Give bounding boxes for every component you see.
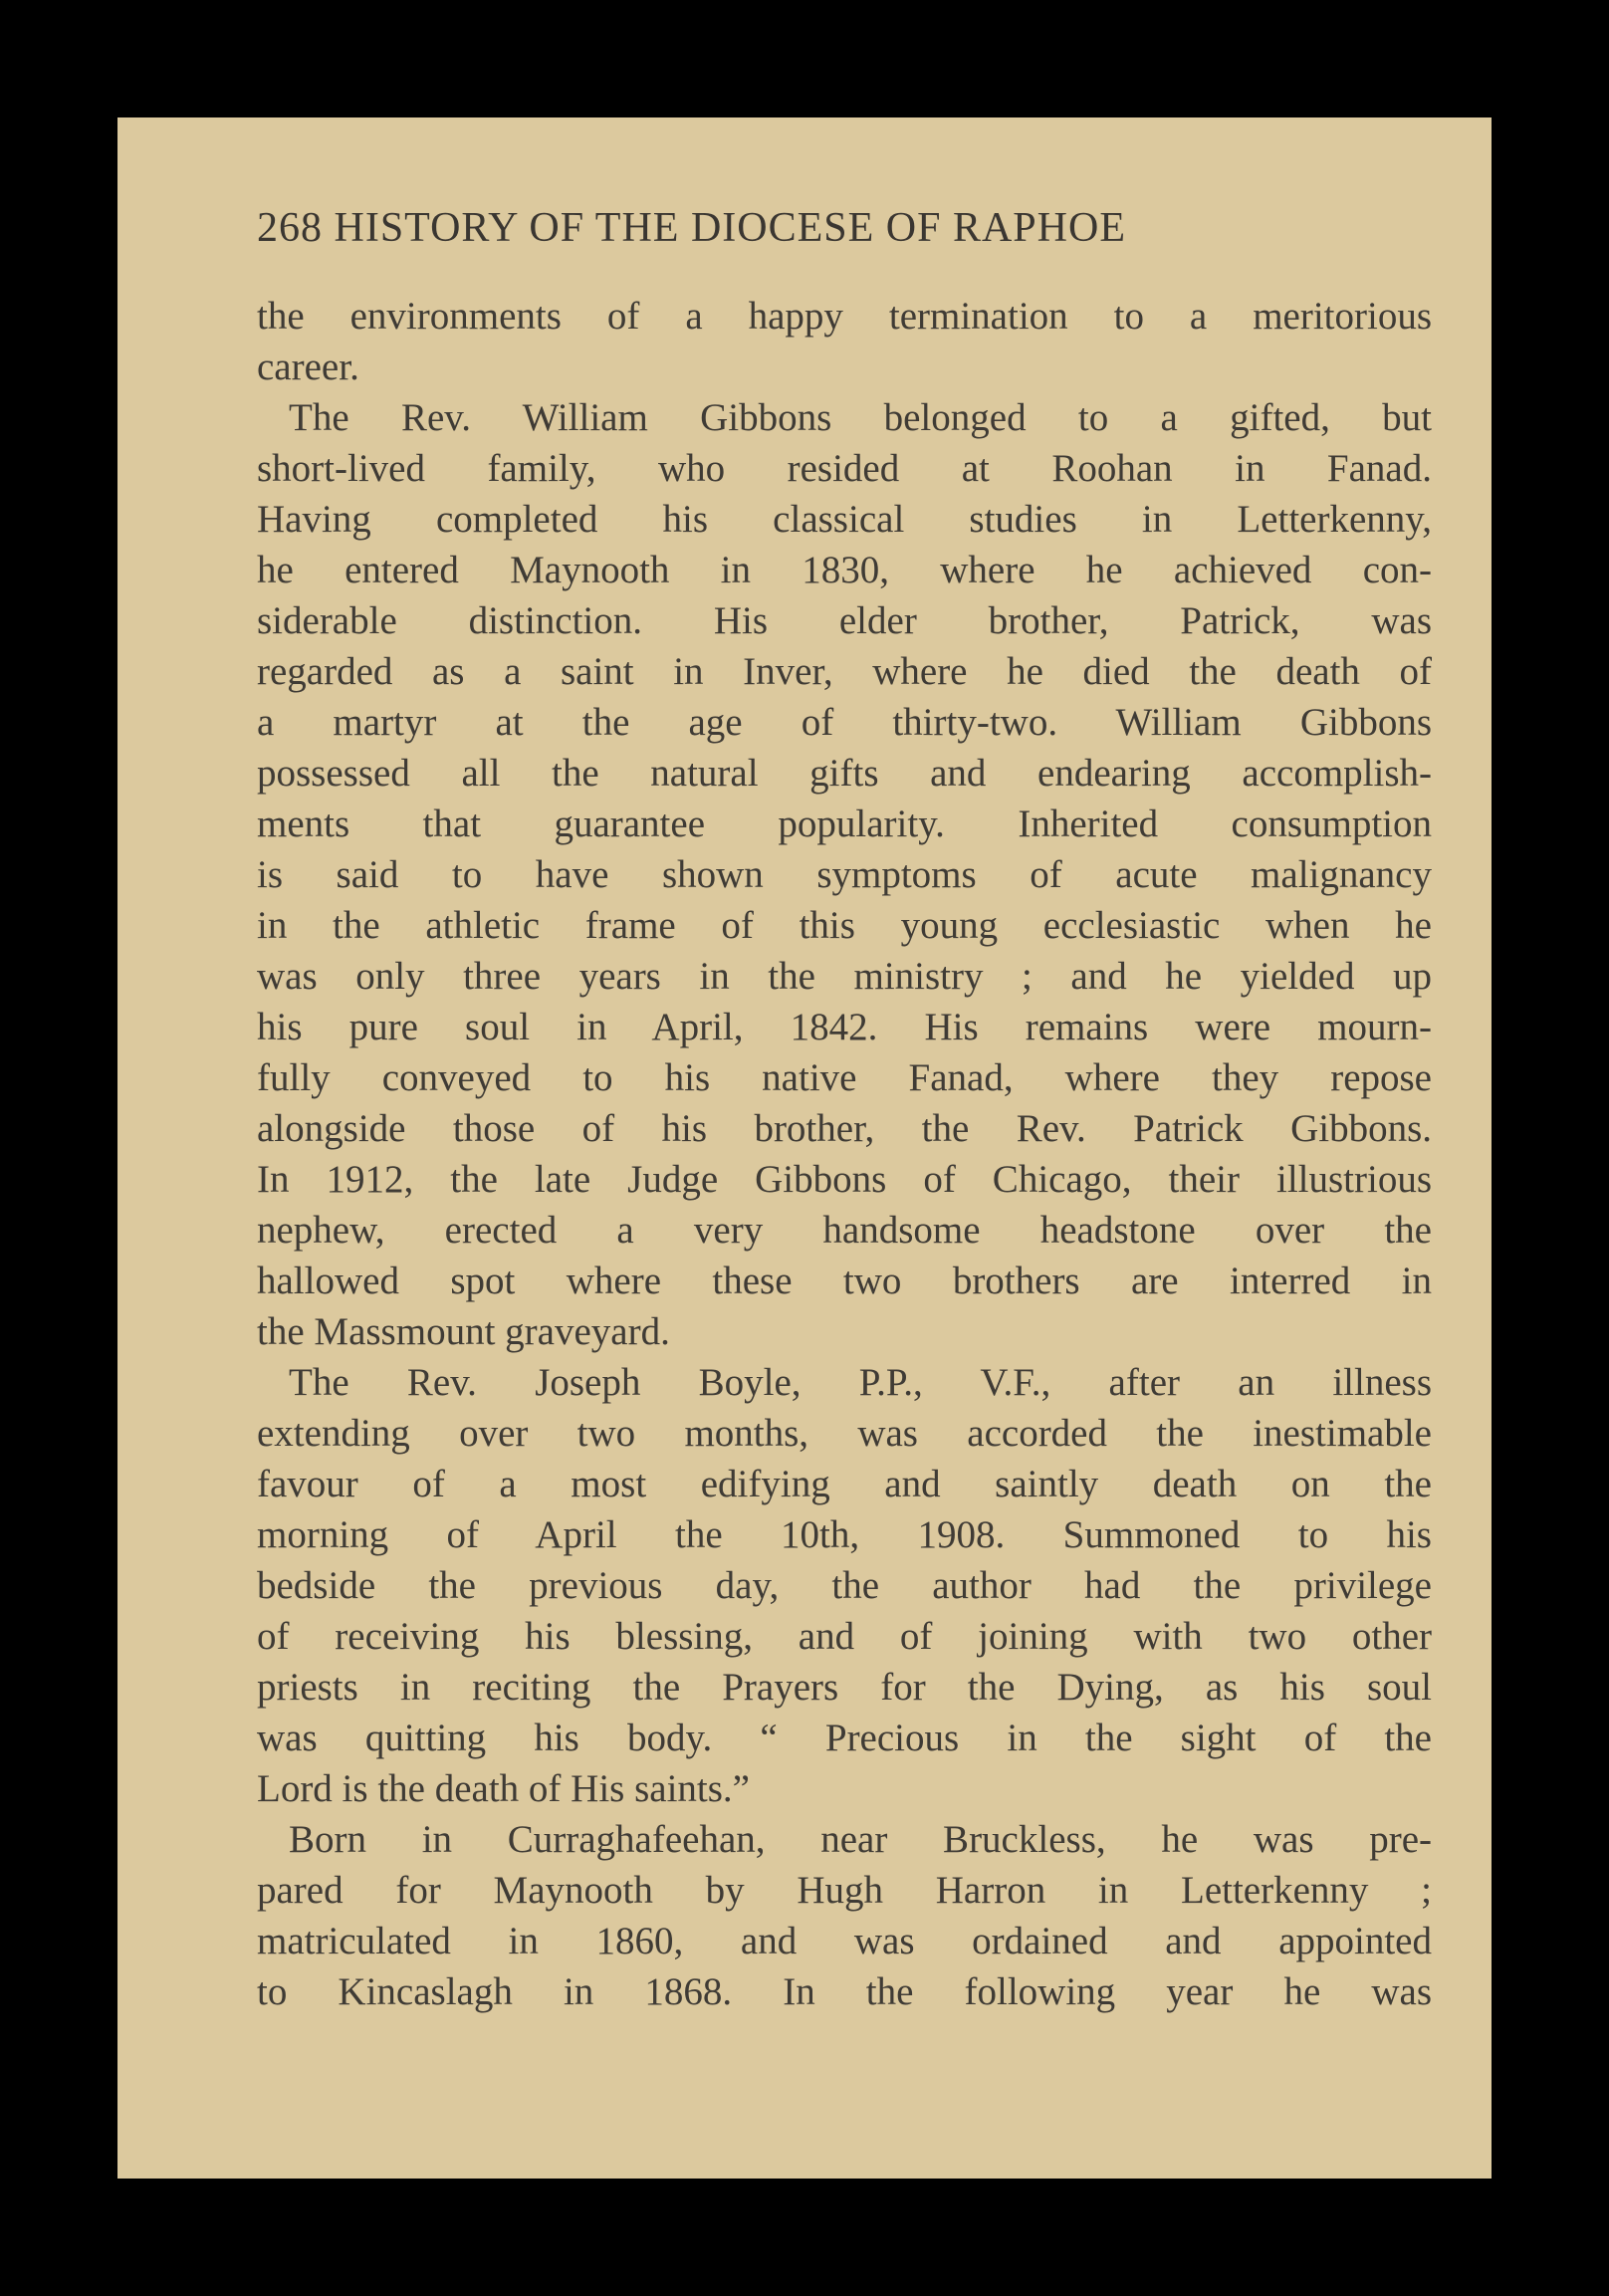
text-line: to Kincaslagh in 1868. In the following year he was: [257, 1970, 1432, 2013]
text-line: bedside the previous day, the author had the privilege: [257, 1564, 1432, 1607]
text-line: pared for Maynooth by Hugh Harron in Letterkenny ;: [257, 1869, 1432, 1912]
text-line: the environments of a happy termination to a meritorious: [257, 295, 1432, 338]
text-line: regarded as a saint in Inver, where he died the death of: [257, 650, 1432, 693]
text-line: siderable distinction. His elder brother, Patrick, was: [257, 599, 1432, 642]
text-line: Born in Curraghafeehan, near Bruckless, he was pre-: [289, 1818, 1432, 1861]
text-line: nephew, erected a very handsome headstone over the: [257, 1209, 1432, 1252]
text-line: possessed all the natural gifts and endearing accomplish-: [257, 752, 1432, 795]
text-line: fully conveyed to his native Fanad, where they repose: [257, 1056, 1432, 1099]
text-line: his pure soul in April, 1842. His remains were mourn-: [257, 1006, 1432, 1048]
text-line: career.: [257, 345, 359, 388]
text-line: Lord is the death of His saints.”: [257, 1767, 750, 1810]
text-line: in the athletic frame of this young ecclesiastic when he: [257, 904, 1432, 947]
text-line: matriculated in 1860, and was ordained and appointed: [257, 1920, 1432, 1962]
text-line: alongside those of his brother, the Rev. Patrick Gibbons.: [257, 1107, 1432, 1150]
text-line: hallowed spot where these two brothers are interred in: [257, 1260, 1432, 1302]
text-line: of receiving his blessing, and of joining with two other: [257, 1615, 1432, 1658]
text-line: In 1912, the late Judge Gibbons of Chicago, their illustrious: [257, 1158, 1432, 1201]
text-line: Having completed his classical studies in Letterkenny,: [257, 498, 1432, 541]
text-line: morning of April the 10th, 1908. Summoned to his: [257, 1513, 1432, 1556]
text-line: favour of a most edifying and saintly death on the: [257, 1463, 1432, 1505]
text-line: ments that guarantee popularity. Inherited consumption: [257, 803, 1432, 845]
text-line: The Rev. William Gibbons belonged to a gifted, but: [289, 396, 1432, 439]
body-text: [257, 291, 1432, 2017]
text-line: the Massmount graveyard.: [257, 1310, 670, 1353]
running-header: 268 HISTORY OF THE DIOCESE OF RAPHOE: [257, 205, 1126, 251]
text-line: extending over two months, was accorded the inestimable: [257, 1412, 1432, 1455]
text-line: he entered Maynooth in 1830, where he achieved con-: [257, 549, 1432, 591]
text-line: priests in reciting the Prayers for the Dying, as his soul: [257, 1666, 1432, 1709]
text-line: The Rev. Joseph Boyle, P.P., V.F., after an illness: [289, 1361, 1432, 1404]
text-line: was only three years in the ministry ; and he yielded up: [257, 955, 1432, 998]
text-line: a martyr at the age of thirty-two. William Gibbons: [257, 701, 1432, 744]
text-line: was quitting his body. “ Precious in the sight of the: [257, 1717, 1432, 1759]
text-line: is said to have shown symptoms of acute malignancy: [257, 853, 1432, 896]
text-line: short-lived family, who resided at Roohan in Fanad.: [257, 447, 1432, 490]
